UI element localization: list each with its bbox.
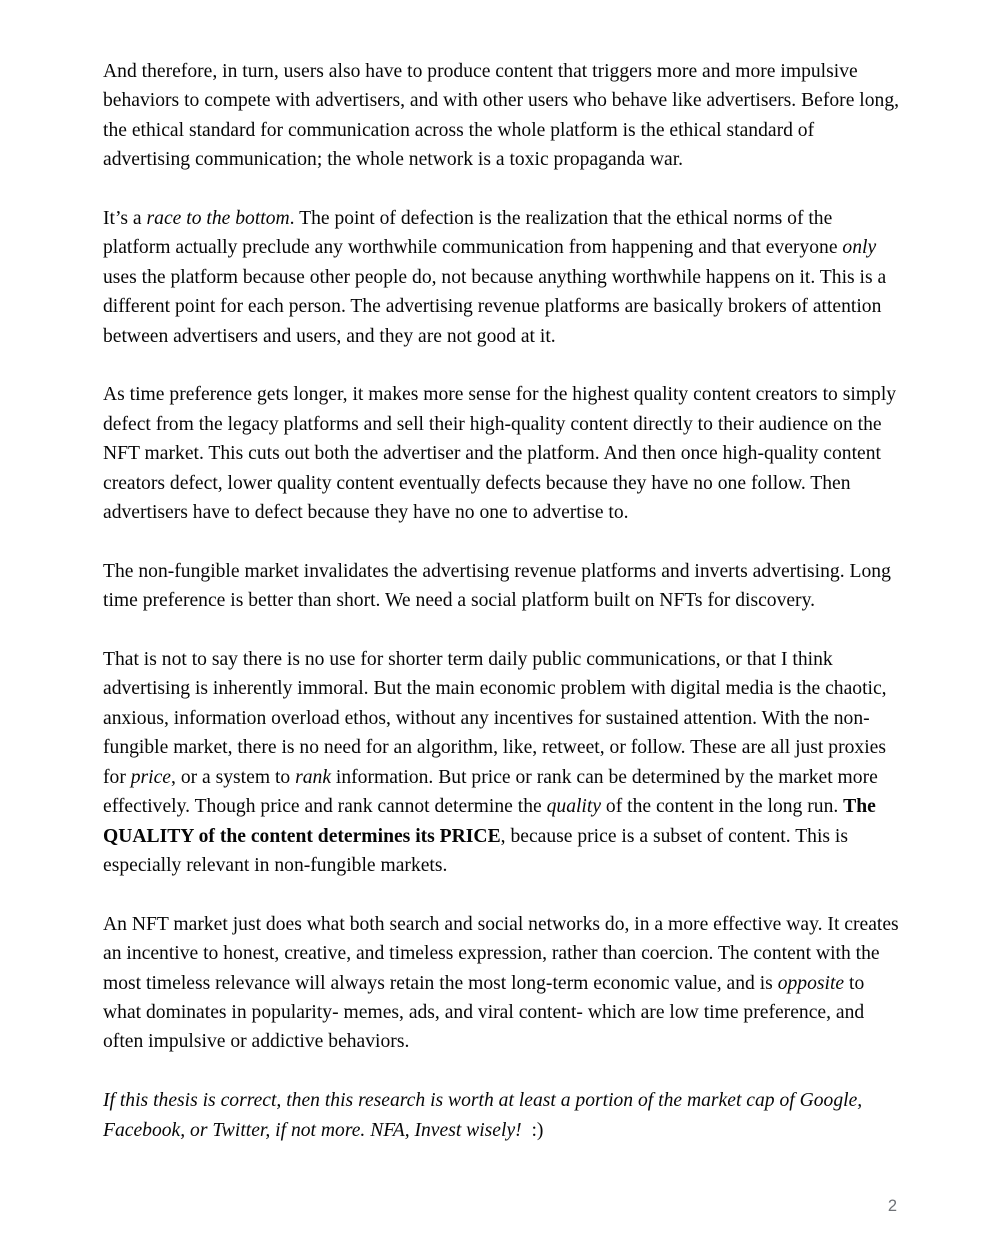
paragraph <box>103 1086 900 1145</box>
text-run: only <box>842 237 877 259</box>
text-run: information. But price or rank can be determined by the market more effectively. Though price and rank cannot determine the <box>103 766 883 818</box>
text-run: :) <box>521 1119 544 1141</box>
paragraph <box>103 380 900 527</box>
paragraph <box>103 204 900 351</box>
text-run: That is not to say there is no use for shorter term daily public communications, or that I think advertising is inherently immoral. But the main economic problem with digital media is the chaotic, anxious, information overload ethos, without any incentives for sustained attention. With the non-fungible market, there is no need for an algorithm, like, retweet, or follow. These are all just proxies for <box>103 649 892 788</box>
text-run: The QUALITY of the content determines its PRICE <box>103 796 881 847</box>
text-run: , or a system to <box>171 766 296 788</box>
text-run: , because price is a subset of content. This is especially relevant in non-fungible markets. <box>103 825 853 876</box>
text-run: uses the platform because other people do, not because anything worthwhile happens on it. This is a different point for each person. The advertising revenue platforms are basically brokers of attention between advertisers and users, and they are not good at it. <box>103 237 892 347</box>
text-run: to what dominates in popularity- memes, ads, and viral content- which are low time preference, and often impulsive or addictive behaviors. <box>103 972 870 1053</box>
text-run: quality <box>546 796 602 818</box>
paragraph <box>103 557 900 616</box>
text-run: The non-fungible market invalidates the advertising revenue platforms and inverts advertising. Long time preference is better than short. We need a social platform built on NFTs for discovery. <box>103 560 896 612</box>
paragraph <box>103 910 904 1057</box>
text-run: And therefore, in turn, users also have to produce content that triggers more and more impulsive behaviors to compete with advertisers, and with other users who behave like advertisers. Before long, the ethical standard for communication across the whole platform is the ethical standard of advertising communication; the whole network is a toxic propaganda war. <box>103 61 904 171</box>
text-run: . The point of defection is the realization that the ethical norms of the platform actually preclude any worthwhile communication from happening and that everyone <box>103 208 843 259</box>
text-run: An NFT market just does what both search and social networks do, in a more effective way. It creates an incentive to honest, creative, and timeless expression, rather than coercion. The content with the most timeless relevance will always retain the most long-term economic value, and is <box>103 913 904 994</box>
text-run: As time preference gets longer, it makes more sense for the highest quality content creators to simply defect from the legacy platforms and sell their high-quality content directly to their audience on the NFT market. This cuts out both the advertiser and the platform. And then once high-quality content creators defect, lower quality content eventually defects because they have no one follow. Then advertisers have to defect because they have no one to advertise to. <box>103 384 901 524</box>
text-run: race to the bottom <box>146 208 290 230</box>
paragraph <box>103 57 904 175</box>
text-run: of the content in the long run. <box>601 796 844 818</box>
text-run: rank <box>295 766 332 788</box>
text-run: If this thesis is correct, then this research is worth at least a portion of the market cap of Google, Facebook, or Twitter, if not more. NFA, Invest wisely! <box>103 1090 868 1141</box>
paragraph <box>103 645 900 880</box>
text-run: It’s a <box>103 208 147 230</box>
document-body <box>103 57 904 1145</box>
text-run: price <box>130 766 172 788</box>
page-number: 2 <box>887 1197 897 1215</box>
text-run: opposite <box>777 972 845 994</box>
